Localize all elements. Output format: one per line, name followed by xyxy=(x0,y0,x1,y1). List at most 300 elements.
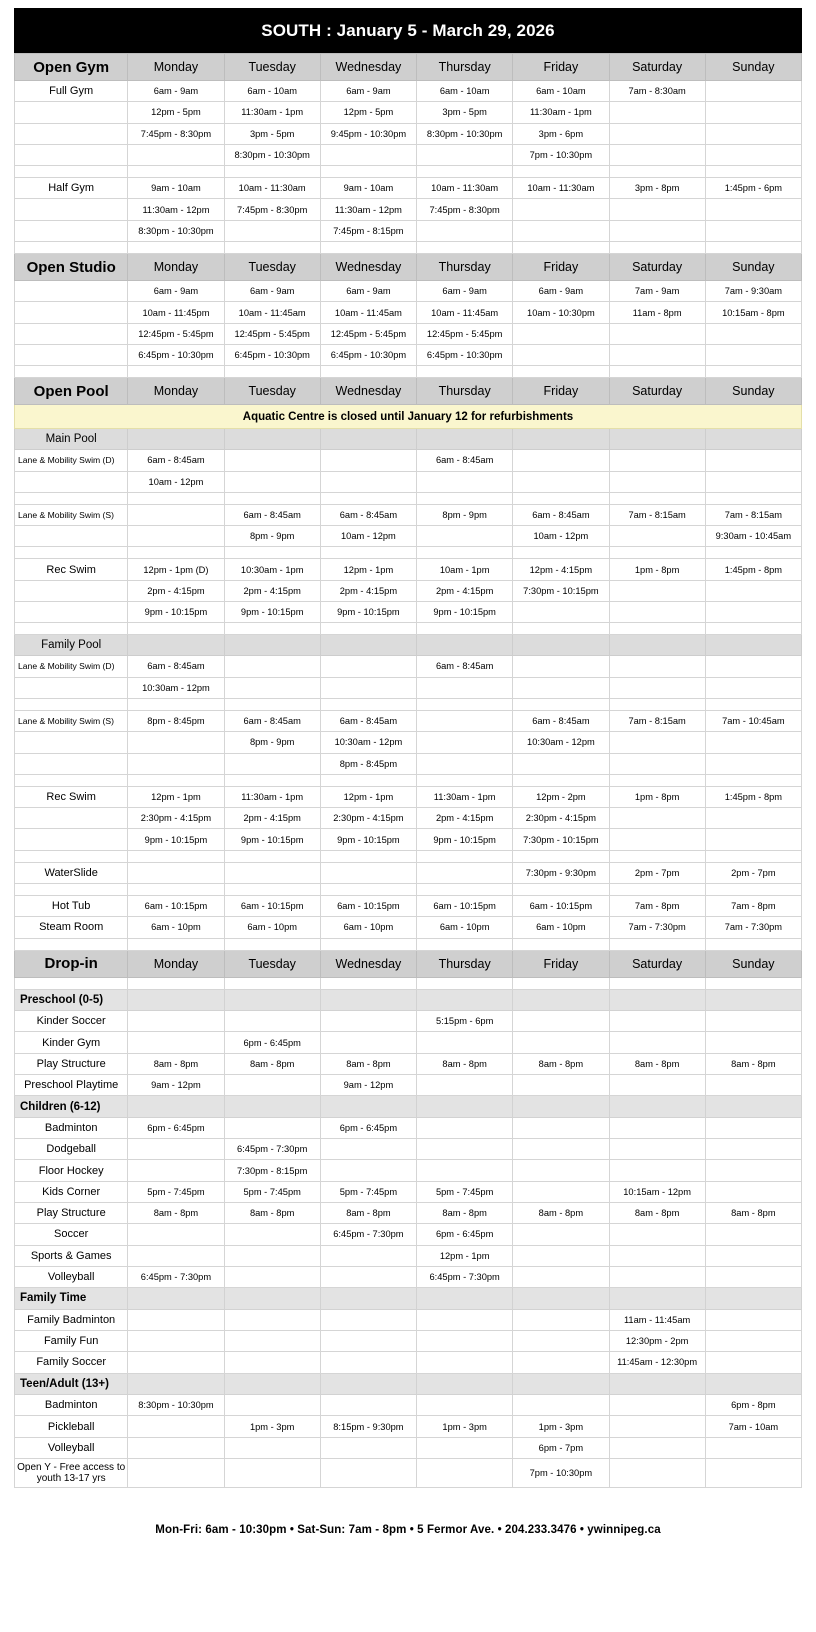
time-slot-cell xyxy=(513,677,609,698)
time-slot-cell xyxy=(609,1011,705,1032)
time-slot-cell xyxy=(513,774,609,786)
time-slot-cell: 2:30pm - 4:15pm xyxy=(320,808,416,829)
time-slot-cell xyxy=(609,850,705,862)
time-slot-cell xyxy=(609,199,705,220)
time-slot-cell: 6am - 8:45am xyxy=(417,450,513,471)
time-slot-cell: 7:30pm - 10:15pm xyxy=(513,580,609,601)
activity-label-cell xyxy=(15,123,128,144)
time-slot-cell xyxy=(513,471,609,492)
activity-label-cell xyxy=(15,774,128,786)
activity-label-cell: Dodgeball xyxy=(15,1139,128,1160)
section-title-cell: Open Pool xyxy=(15,378,128,405)
schedule-row xyxy=(15,677,802,698)
time-slot-cell: 6am - 8:45am xyxy=(513,710,609,731)
time-slot-cell: 8am - 8pm xyxy=(705,1053,801,1074)
time-slot-cell xyxy=(705,242,801,254)
time-slot-cell xyxy=(224,547,320,559)
activity-label-cell xyxy=(15,526,128,547)
time-slot-cell: 8am - 8pm xyxy=(224,1202,320,1223)
time-slot-cell xyxy=(609,1224,705,1245)
time-slot-cell: 2:30pm - 4:15pm xyxy=(128,808,224,829)
time-slot-cell xyxy=(513,698,609,710)
day-header-tuesday: Tuesday xyxy=(224,378,320,405)
spacer-row xyxy=(15,698,802,710)
time-slot-cell xyxy=(417,526,513,547)
time-slot-cell xyxy=(417,774,513,786)
time-slot-cell: 6am - 10:15pm xyxy=(128,896,224,917)
time-slot-cell xyxy=(513,753,609,774)
time-slot-cell xyxy=(320,1139,416,1160)
time-slot-cell: 8am - 8pm xyxy=(417,1202,513,1223)
time-slot-cell xyxy=(128,1288,224,1310)
time-slot-cell: 6:45pm - 7:30pm xyxy=(417,1266,513,1287)
time-slot-cell xyxy=(705,1352,801,1373)
activity-label-cell: Play Structure xyxy=(15,1053,128,1074)
time-slot-cell xyxy=(705,1075,801,1096)
time-slot-cell xyxy=(224,677,320,698)
time-slot-cell xyxy=(609,547,705,559)
time-slot-cell xyxy=(609,732,705,753)
time-slot-cell xyxy=(609,323,705,344)
schedule-row xyxy=(15,323,802,344)
group-title-cell: Children (6-12) xyxy=(15,1096,128,1118)
schedule-row xyxy=(15,786,802,807)
time-slot-cell xyxy=(513,1096,609,1118)
time-slot-cell xyxy=(320,938,416,950)
footer-contact-info: Mon-Fri: 6am - 10:30pm • Sat-Sun: 7am - 8pm • 5 Fermor Ave. • 204.233.3476 • ywinnipeg.ca xyxy=(155,1523,661,1536)
time-slot-cell: 10am - 11:30am xyxy=(513,178,609,199)
schedule-row xyxy=(15,753,802,774)
schedule-row xyxy=(15,302,802,323)
time-slot-cell: 2pm - 7pm xyxy=(705,862,801,883)
day-header-wednesday: Wednesday xyxy=(320,950,416,977)
time-slot-cell xyxy=(320,450,416,471)
time-slot-cell xyxy=(513,1011,609,1032)
time-slot-cell xyxy=(609,471,705,492)
time-slot-cell: 12pm - 1pm xyxy=(128,786,224,807)
time-slot-cell: 12:45pm - 5:45pm xyxy=(320,323,416,344)
time-slot-cell: 6:45pm - 7:30pm xyxy=(128,1266,224,1287)
time-slot-cell xyxy=(417,1075,513,1096)
spacer-row xyxy=(15,884,802,896)
time-slot-cell xyxy=(224,166,320,178)
time-slot-cell xyxy=(609,938,705,950)
time-slot-cell: 8pm - 9pm xyxy=(224,526,320,547)
time-slot-cell: 3pm - 8pm xyxy=(609,178,705,199)
time-slot-cell: 10am - 11:45am xyxy=(417,302,513,323)
category-header-row xyxy=(15,1373,802,1395)
time-slot-cell xyxy=(705,102,801,123)
time-slot-cell xyxy=(705,989,801,1011)
group-title-cell: Preschool (0-5) xyxy=(15,989,128,1011)
time-slot-cell xyxy=(513,989,609,1011)
time-slot-cell xyxy=(224,989,320,1011)
activity-label-cell xyxy=(15,471,128,492)
schedule-row xyxy=(15,1117,802,1138)
time-slot-cell xyxy=(417,429,513,450)
time-slot-cell: 10am - 11:45am xyxy=(320,302,416,323)
schedule-row xyxy=(15,1437,802,1458)
time-slot-cell: 2pm - 4:15pm xyxy=(417,808,513,829)
time-slot-cell xyxy=(224,623,320,635)
activity-label-cell xyxy=(15,366,128,378)
time-slot-cell: 6am - 8:45am xyxy=(320,504,416,525)
day-header-saturday: Saturday xyxy=(609,950,705,977)
time-slot-cell xyxy=(224,220,320,241)
schedule-row xyxy=(15,281,802,302)
time-slot-cell xyxy=(320,1373,416,1395)
time-slot-cell xyxy=(417,242,513,254)
activity-label-cell xyxy=(15,144,128,165)
time-slot-cell xyxy=(320,471,416,492)
schedule-row xyxy=(15,199,802,220)
time-slot-cell xyxy=(513,1352,609,1373)
time-slot-cell xyxy=(513,220,609,241)
time-slot-cell: 8am - 8pm xyxy=(705,1202,801,1223)
time-slot-cell: 9:45pm - 10:30pm xyxy=(320,123,416,144)
schedule-row xyxy=(15,1224,802,1245)
time-slot-cell: 9am - 12pm xyxy=(128,1075,224,1096)
time-slot-cell: 6pm - 6:45pm xyxy=(128,1117,224,1138)
activity-label-cell xyxy=(15,623,128,635)
time-slot-cell xyxy=(513,450,609,471)
time-slot-cell: 12:30pm - 2pm xyxy=(609,1330,705,1351)
time-slot-cell: 7am - 8:30am xyxy=(609,81,705,102)
time-slot-cell xyxy=(609,677,705,698)
time-slot-cell xyxy=(609,1395,705,1416)
activity-label-cell xyxy=(15,938,128,950)
schedule-row xyxy=(15,1139,802,1160)
time-slot-cell xyxy=(320,635,416,656)
time-slot-cell xyxy=(320,884,416,896)
time-slot-cell xyxy=(128,1032,224,1053)
time-slot-cell xyxy=(705,1139,801,1160)
page-title: SOUTH : January 5 - March 29, 2026 xyxy=(14,8,802,53)
time-slot-cell xyxy=(705,199,801,220)
time-slot-cell xyxy=(224,1309,320,1330)
time-slot-cell xyxy=(224,1352,320,1373)
time-slot-cell xyxy=(705,623,801,635)
time-slot-cell xyxy=(705,429,801,450)
time-slot-cell: 9pm - 10:15pm xyxy=(417,602,513,623)
activity-label-cell xyxy=(15,344,128,365)
time-slot-cell: 7:45pm - 8:30pm xyxy=(417,199,513,220)
time-slot-cell xyxy=(705,366,801,378)
time-slot-cell xyxy=(128,938,224,950)
time-slot-cell: 10am - 11:30am xyxy=(224,178,320,199)
time-slot-cell xyxy=(609,1245,705,1266)
time-slot-cell xyxy=(513,1330,609,1351)
time-slot-cell xyxy=(609,580,705,601)
time-slot-cell xyxy=(513,938,609,950)
time-slot-cell xyxy=(417,989,513,1011)
schedule-row xyxy=(15,144,802,165)
time-slot-cell: 11:30am - 12pm xyxy=(320,199,416,220)
time-slot-cell xyxy=(609,1032,705,1053)
spacer-row xyxy=(15,492,802,504)
time-slot-cell: 12:45pm - 5:45pm xyxy=(417,323,513,344)
time-slot-cell xyxy=(609,526,705,547)
time-slot-cell: 6:45pm - 7:30pm xyxy=(320,1224,416,1245)
time-slot-cell: 7pm - 10:30pm xyxy=(513,144,609,165)
time-slot-cell: 10:30am - 1pm xyxy=(224,559,320,580)
time-slot-cell: 7am - 9:30am xyxy=(705,281,801,302)
time-slot-cell: 8am - 8pm xyxy=(320,1202,416,1223)
spacer-row xyxy=(15,366,802,378)
activity-label-cell xyxy=(15,547,128,559)
time-slot-cell: 6am - 8:45am xyxy=(417,656,513,677)
activity-label-cell: Open Y - Free access to youth 13-17 yrs xyxy=(15,1458,128,1487)
time-slot-cell xyxy=(705,829,801,850)
time-slot-cell: 9:30am - 10:45am xyxy=(705,526,801,547)
time-slot-cell xyxy=(705,1011,801,1032)
time-slot-cell: 7:45pm - 8:15pm xyxy=(320,220,416,241)
time-slot-cell xyxy=(224,656,320,677)
time-slot-cell: 12pm - 2pm xyxy=(513,786,609,807)
time-slot-cell xyxy=(128,774,224,786)
time-slot-cell xyxy=(609,1160,705,1181)
time-slot-cell: 11:30am - 12pm xyxy=(128,199,224,220)
time-slot-cell: 7:45pm - 8:30pm xyxy=(128,123,224,144)
time-slot-cell: 6am - 8:45am xyxy=(128,450,224,471)
time-slot-cell: 6am - 9am xyxy=(224,281,320,302)
time-slot-cell: 8pm - 9pm xyxy=(417,504,513,525)
schedule-row xyxy=(15,102,802,123)
time-slot-cell xyxy=(320,623,416,635)
schedule-row xyxy=(15,504,802,525)
time-slot-cell: 7am - 8pm xyxy=(609,896,705,917)
time-slot-cell: 9pm - 10:15pm xyxy=(224,829,320,850)
time-slot-cell: 10am - 12pm xyxy=(513,526,609,547)
section-header-row xyxy=(15,378,802,405)
time-slot-cell xyxy=(417,1373,513,1395)
schedule-row xyxy=(15,917,802,938)
time-slot-cell xyxy=(224,1075,320,1096)
time-slot-cell: 10am - 12pm xyxy=(320,526,416,547)
time-slot-cell: 2pm - 7pm xyxy=(609,862,705,883)
spacer-row xyxy=(15,977,802,989)
time-slot-cell xyxy=(417,862,513,883)
activity-label-cell xyxy=(15,698,128,710)
time-slot-cell xyxy=(705,1437,801,1458)
time-slot-cell xyxy=(417,166,513,178)
time-slot-cell: 6:45pm - 10:30pm xyxy=(128,344,224,365)
time-slot-cell: 5pm - 7:45pm xyxy=(224,1181,320,1202)
time-slot-cell: 9pm - 10:15pm xyxy=(417,829,513,850)
time-slot-cell xyxy=(224,1395,320,1416)
time-slot-cell xyxy=(417,1288,513,1310)
time-slot-cell xyxy=(705,492,801,504)
schedule-row xyxy=(15,344,802,365)
time-slot-cell: 9am - 12pm xyxy=(320,1075,416,1096)
time-slot-cell: 7pm - 10:30pm xyxy=(513,1458,609,1487)
time-slot-cell: 8am - 8pm xyxy=(128,1053,224,1074)
schedule-row xyxy=(15,1202,802,1223)
time-slot-cell: 6am - 9am xyxy=(128,81,224,102)
time-slot-cell xyxy=(513,884,609,896)
schedule-row xyxy=(15,450,802,471)
activity-label-cell: WaterSlide xyxy=(15,862,128,883)
time-slot-cell xyxy=(128,1096,224,1118)
time-slot-cell xyxy=(320,429,416,450)
time-slot-cell xyxy=(128,492,224,504)
time-slot-cell: 8:30pm - 10:30pm xyxy=(224,144,320,165)
time-slot-cell xyxy=(224,862,320,883)
time-slot-cell xyxy=(128,635,224,656)
activity-label-cell: Floor Hockey xyxy=(15,1160,128,1181)
time-slot-cell xyxy=(705,166,801,178)
schedule-row xyxy=(15,1075,802,1096)
time-slot-cell xyxy=(705,123,801,144)
time-slot-cell xyxy=(417,1395,513,1416)
time-slot-cell xyxy=(128,526,224,547)
time-slot-cell xyxy=(128,242,224,254)
time-slot-cell xyxy=(224,884,320,896)
time-slot-cell xyxy=(513,366,609,378)
activity-label-cell xyxy=(15,829,128,850)
time-slot-cell xyxy=(320,989,416,1011)
time-slot-cell xyxy=(417,677,513,698)
time-slot-cell xyxy=(609,829,705,850)
time-slot-cell: 12pm - 5pm xyxy=(128,102,224,123)
activity-label-cell: Lane & Mobility Swim (D) xyxy=(15,450,128,471)
time-slot-cell xyxy=(417,1330,513,1351)
section-title-cell: Open Gym xyxy=(15,54,128,81)
time-slot-cell: 2pm - 4:15pm xyxy=(320,580,416,601)
schedule-row xyxy=(15,1266,802,1287)
time-slot-cell xyxy=(320,1160,416,1181)
activity-label-cell: Lane & Mobility Swim (S) xyxy=(15,504,128,525)
schedule-row xyxy=(15,808,802,829)
activity-label-cell xyxy=(15,323,128,344)
time-slot-cell xyxy=(609,698,705,710)
activity-label-cell xyxy=(15,492,128,504)
activity-label-cell xyxy=(15,281,128,302)
time-slot-cell xyxy=(609,1458,705,1487)
time-slot-cell: 10am - 11:45am xyxy=(224,302,320,323)
time-slot-cell xyxy=(705,884,801,896)
day-header-tuesday: Tuesday xyxy=(224,950,320,977)
time-slot-cell: 7am - 10am xyxy=(705,1416,801,1437)
schedule-row xyxy=(15,602,802,623)
day-header-sunday: Sunday xyxy=(705,378,801,405)
spacer-row xyxy=(15,547,802,559)
time-slot-cell: 6am - 10pm xyxy=(417,917,513,938)
time-slot-cell xyxy=(609,635,705,656)
time-slot-cell: 10:15am - 12pm xyxy=(609,1181,705,1202)
time-slot-cell xyxy=(128,1160,224,1181)
time-slot-cell xyxy=(224,1266,320,1287)
activity-label-cell: Volleyball xyxy=(15,1266,128,1287)
time-slot-cell xyxy=(417,1437,513,1458)
time-slot-cell xyxy=(224,938,320,950)
section-header-row xyxy=(15,254,802,281)
time-slot-cell xyxy=(224,492,320,504)
activity-label-cell: Hot Tub xyxy=(15,896,128,917)
time-slot-cell xyxy=(609,429,705,450)
time-slot-cell: 12pm - 1pm xyxy=(320,559,416,580)
time-slot-cell: 7am - 8:15am xyxy=(609,710,705,731)
time-slot-cell xyxy=(705,1224,801,1245)
time-slot-cell xyxy=(224,429,320,450)
time-slot-cell: 5pm - 7:45pm xyxy=(320,1181,416,1202)
time-slot-cell xyxy=(224,1224,320,1245)
time-slot-cell xyxy=(513,1117,609,1138)
time-slot-cell xyxy=(320,547,416,559)
schedule-row xyxy=(15,1330,802,1351)
day-header-monday: Monday xyxy=(128,254,224,281)
time-slot-cell xyxy=(609,623,705,635)
time-slot-cell xyxy=(128,698,224,710)
schedule-row xyxy=(15,123,802,144)
time-slot-cell xyxy=(224,698,320,710)
activity-label-cell xyxy=(15,199,128,220)
time-slot-cell: 12:45pm - 5:45pm xyxy=(224,323,320,344)
time-slot-cell: 9pm - 10:15pm xyxy=(224,602,320,623)
time-slot-cell xyxy=(705,1458,801,1487)
activity-label-cell xyxy=(15,753,128,774)
time-slot-cell xyxy=(705,677,801,698)
time-slot-cell xyxy=(705,808,801,829)
time-slot-cell xyxy=(513,1139,609,1160)
time-slot-cell xyxy=(609,977,705,989)
time-slot-cell xyxy=(705,698,801,710)
time-slot-cell xyxy=(320,1266,416,1287)
time-slot-cell: 6am - 10:15pm xyxy=(224,896,320,917)
time-slot-cell xyxy=(513,429,609,450)
spacer-row xyxy=(15,850,802,862)
day-header-thursday: Thursday xyxy=(417,54,513,81)
time-slot-cell xyxy=(128,753,224,774)
time-slot-cell xyxy=(128,1458,224,1487)
time-slot-cell: 5pm - 7:45pm xyxy=(417,1181,513,1202)
time-slot-cell: 12pm - 4:15pm xyxy=(513,559,609,580)
activity-label-cell: Pickleball xyxy=(15,1416,128,1437)
spacer-row xyxy=(15,774,802,786)
time-slot-cell: 5:15pm - 6pm xyxy=(417,1011,513,1032)
time-slot-cell xyxy=(224,977,320,989)
time-slot-cell: 8am - 8pm xyxy=(320,1053,416,1074)
day-header-thursday: Thursday xyxy=(417,378,513,405)
activity-label-cell: Badminton xyxy=(15,1395,128,1416)
time-slot-cell xyxy=(705,1288,801,1310)
time-slot-cell xyxy=(224,1096,320,1118)
time-slot-cell: 12pm - 5pm xyxy=(320,102,416,123)
time-slot-cell xyxy=(128,144,224,165)
time-slot-cell xyxy=(224,1117,320,1138)
time-slot-cell: 12:45pm - 5:45pm xyxy=(128,323,224,344)
time-slot-cell: 6am - 10pm xyxy=(224,917,320,938)
time-slot-cell xyxy=(128,1245,224,1266)
time-slot-cell xyxy=(513,242,609,254)
time-slot-cell: 7am - 8pm xyxy=(705,896,801,917)
time-slot-cell xyxy=(705,1096,801,1118)
time-slot-cell xyxy=(609,123,705,144)
activity-label-cell: Steam Room xyxy=(15,917,128,938)
activity-label-cell: Kinder Soccer xyxy=(15,1011,128,1032)
time-slot-cell xyxy=(705,1309,801,1330)
schedule-row xyxy=(15,559,802,580)
time-slot-cell xyxy=(320,1309,416,1330)
time-slot-cell: 9am - 10am xyxy=(128,178,224,199)
time-slot-cell xyxy=(609,1373,705,1395)
activity-label-cell: Rec Swim xyxy=(15,559,128,580)
schedule-row xyxy=(15,1416,802,1437)
sub-header-row xyxy=(15,635,802,656)
time-slot-cell: 3pm - 5pm xyxy=(224,123,320,144)
time-slot-cell xyxy=(609,102,705,123)
time-slot-cell xyxy=(224,1245,320,1266)
